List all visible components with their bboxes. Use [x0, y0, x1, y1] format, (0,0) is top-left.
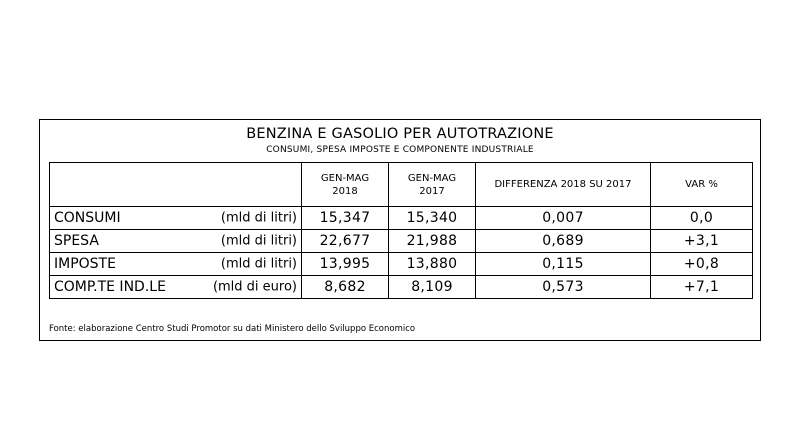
row-unit: (mld di litri) [220, 233, 297, 249]
value-var-pct: +7,1 [651, 276, 753, 299]
value-2018: 15,347 [302, 207, 389, 230]
value-difference: 0,689 [476, 230, 651, 253]
row-label-cell [50, 253, 302, 276]
value-2018: 22,677 [302, 230, 389, 253]
row-label-cell [50, 230, 302, 253]
value-2017: 8,109 [389, 276, 476, 299]
column-header-2 [389, 163, 476, 207]
value-difference: 0,573 [476, 276, 651, 299]
value-difference: 0,007 [476, 207, 651, 230]
table-frame [39, 119, 761, 341]
column-header-line1: DIFFERENZA 2018 SU 2017 [494, 179, 632, 190]
column-header-line1: VAR % [685, 179, 718, 190]
value-var-pct: 0,0 [651, 207, 753, 230]
row-label-cell [50, 207, 302, 230]
value-2017: 15,340 [389, 207, 476, 230]
row-label: COMP.TE IND.LE [54, 279, 166, 295]
table-row [50, 207, 753, 230]
header-row [50, 163, 753, 207]
value-2018: 8,682 [302, 276, 389, 299]
data-table [49, 162, 753, 299]
column-header-line2: 2017 [419, 185, 445, 197]
source-note: Fonte: elaborazione Centro Studi Promotor su dati Ministero dello Sviluppo Economico [49, 324, 416, 334]
column-header-3 [476, 163, 651, 207]
row-label: SPESA [54, 233, 99, 249]
value-difference: 0,115 [476, 253, 651, 276]
value-2017: 13,880 [389, 253, 476, 276]
column-header-line2: 2018 [332, 185, 358, 197]
row-label: CONSUMI [54, 210, 121, 226]
column-header-line1: GEN-MAG [320, 172, 370, 184]
chart-subtitle: CONSUMI, SPESA IMPOSTE E COMPONENTE INDUSTRIALE [266, 145, 534, 155]
table-row [50, 230, 753, 253]
row-unit: (mld di euro) [212, 279, 297, 295]
column-header-0 [50, 163, 302, 207]
row-label: IMPOSTE [54, 256, 116, 272]
table-row [50, 276, 753, 299]
column-header-line1: GEN-MAG [407, 172, 457, 184]
value-2018: 13,995 [302, 253, 389, 276]
row-unit: (mld di litri) [220, 256, 297, 272]
column-header-4 [651, 163, 753, 207]
row-label-cell [50, 276, 302, 299]
table-row [50, 253, 753, 276]
value-2017: 21,988 [389, 230, 476, 253]
column-header-1 [302, 163, 389, 207]
row-unit: (mld di litri) [220, 210, 297, 226]
value-var-pct: +0,8 [651, 253, 753, 276]
chart-title: BENZINA E GASOLIO PER AUTOTRAZIONE [246, 126, 554, 142]
value-var-pct: +3,1 [651, 230, 753, 253]
